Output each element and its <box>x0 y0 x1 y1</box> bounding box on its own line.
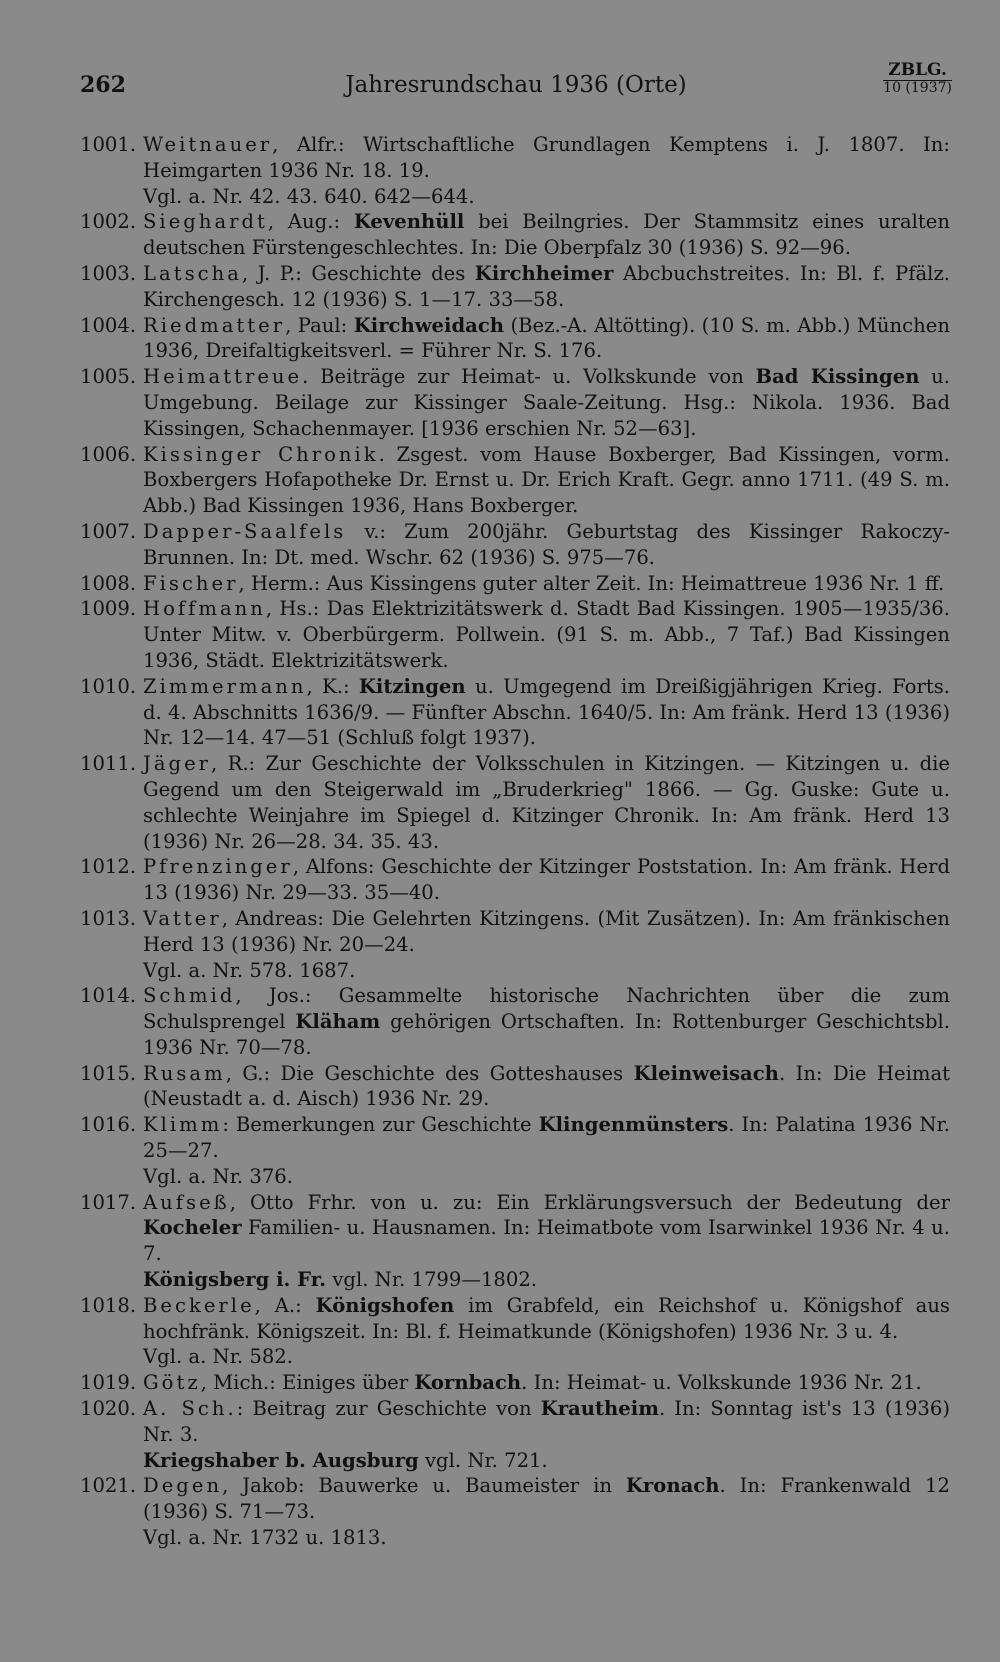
bibliography-entry <box>80 983 950 1060</box>
bibliography-entry <box>80 906 950 983</box>
place-name: Kläham <box>295 1010 381 1034</box>
bibliography-entry <box>80 751 950 854</box>
bibliography-entry <box>80 132 950 209</box>
entry-number: 1008. <box>80 571 137 595</box>
author-name: Heimattreue <box>143 365 303 389</box>
page-header <box>80 62 952 110</box>
author-name: Schmid <box>143 984 236 1008</box>
subheading-place: Kriegshaber b. Augsburg <box>143 1448 419 1472</box>
journal-reference <box>883 62 952 96</box>
bibliography-entry <box>80 1061 950 1113</box>
place-name: Kevenhüll <box>353 210 465 234</box>
entry-number: 1001. <box>80 133 137 156</box>
bibliography-entry <box>80 674 950 751</box>
entry-text: (Bez.-A. Altötting). (10 S. m. Abb.) München 1936, Dreifaltigkeitsverl. = Führer Nr. S. 176. <box>143 313 950 363</box>
bibliography-entry <box>80 1190 950 1293</box>
bibliography-entry <box>80 1370 950 1396</box>
entry-number: 1021. <box>80 1474 137 1498</box>
entry-text: , Paul: <box>285 313 354 337</box>
author-name: Weitnauer <box>143 133 273 156</box>
entry-text: u. Umgebung. Beilage zur Kissinger Saale-Zeitung. Hsg.: Nikola. 1936. Bad Kissingen, Schachenmayer. [1936 erschien Nr. 52—63]. <box>143 365 950 440</box>
author-name: Rusam <box>143 1061 226 1085</box>
bibliography-entry <box>80 1112 950 1189</box>
entry-text: , Jos.: Gesammelte historische Nachrichten über die zum Schulsprengel <box>143 984 950 1034</box>
bibliography-entry <box>80 571 950 597</box>
place-subheading <box>143 1448 950 1474</box>
place-name: Kornbach <box>414 1371 522 1395</box>
entry-number: 1002. <box>80 210 137 234</box>
place-name: Kirchheimer <box>474 261 614 285</box>
bibliography-entry <box>80 854 950 906</box>
entry-text: , Mich.: Einiges über <box>200 1371 415 1395</box>
entry-number: 1012. <box>80 855 137 879</box>
journal-abbrev: ZBLG. <box>883 62 952 81</box>
place-name: Klingenmünsters <box>538 1113 729 1137</box>
entry-text: Abcbuchstreites. In: Bl. f. Pfälz. Kirchengesch. 12 (1936) S. 1—17. 33—58. <box>143 261 950 311</box>
cross-reference: Vgl. a. Nr. 1732 u. 1813. <box>143 1526 387 1550</box>
bibliography-entry <box>80 261 950 313</box>
entry-text: , Aug.: <box>267 210 354 234</box>
entry-number: 1011. <box>80 752 137 776</box>
place-name: Kocheler <box>143 1216 242 1240</box>
author-name: A. Sch. <box>143 1397 237 1421</box>
author-name: Götz <box>143 1371 201 1395</box>
entry-text: . In: Heimat- u. Volkskunde 1936 Nr. 21. <box>521 1371 922 1395</box>
cross-reference: Vgl. a. Nr. 42. 43. 640. 642—644. <box>143 184 475 208</box>
entry-text: . In: Frankenwald 12 (1936) S. 71—73. <box>143 1474 950 1524</box>
place-subheading <box>143 1267 950 1293</box>
bibliography-entry <box>80 209 950 261</box>
entry-number: 1007. <box>80 519 137 543</box>
author-name: Beckerle <box>143 1293 255 1317</box>
bibliography-entry <box>80 364 950 441</box>
place-name: Kronach <box>625 1474 720 1498</box>
entry-text: . Zsgest. vom Hause Boxberger, Bad Kissingen, vorm. Boxbergers Hofapotheke Dr. Ernst u. Dr. Erich Kraft. Gegr. anno 1711. (49 S. m. Abb.) Bad Kissingen 1936, Hans Boxberger. <box>143 442 951 518</box>
entry-number: 1020. <box>80 1397 137 1421</box>
entry-text: Familien- u. Hausnamen. In: Heimatbote vom Isarwinkel 1936 Nr. 4 u. 7. <box>143 1216 950 1266</box>
entry-text: , Hs.: Das Elektrizitätswerk d. Stadt Bad Kissingen. 1905—1935/36. Unter Mitw. v. Oberbürgerm. Pollwein. (91 S. m. Abb., 7 Taf.) Bad Kissingen 1936, Städt. Elektrizitätswerk. <box>143 597 950 672</box>
entry-number: 1003. <box>80 261 137 285</box>
entry-text: , Alfr.: Wirtschaftliche Grundlagen Kemptens i. J. 1807. In: Heimgarten 1936 Nr. 18. 19. <box>143 133 950 182</box>
entry-number: 1013. <box>80 906 137 930</box>
place-name: Krautheim <box>540 1397 659 1421</box>
entry-text: bei Beilngries. Der Stammsitz eines uralten deutschen Fürstengeschlechtes. In: Die Oberpfalz 30 (1936) S. 92—96. <box>143 210 950 260</box>
author-name: Fischer <box>143 571 239 595</box>
entry-text: . In: Die Heimat (Neustadt a. d. Aisch) 1936 Nr. 29. <box>143 1061 951 1111</box>
entry-text: u. Umgegend im Dreißigjährigen Krieg. Forts. d. 4. Abschnitts 1636/9. — Fünfter Abschn. 1640/5. In: Am fränk. Herd 13 (1936) Nr. 12—14. 47—51 (Schluß folgt 1937). <box>143 674 950 750</box>
entry-text: , G.: Die Geschichte des Gotteshauses <box>225 1061 634 1085</box>
author-name: Sieghardt <box>143 210 268 234</box>
author-name: Pfrenzinger <box>143 855 293 879</box>
entry-number: 1010. <box>80 674 137 698</box>
entry-number: 1016. <box>80 1113 137 1137</box>
place-name: Kleinweisach <box>633 1061 779 1085</box>
entry-number: 1018. <box>80 1293 137 1317</box>
entry-text: , K.: <box>306 674 359 698</box>
entry-text: , Alfons: Geschichte der Kitzinger Poststation. In: Am fränk. Herd 13 (1936) Nr. 29—33. 35—40. <box>143 855 950 905</box>
cross-reference: Vgl. a. Nr. 376. <box>143 1164 293 1188</box>
entry-text: , Herm.: Aus Kissingens guter alter Zeit. In: Heimattreue 1936 Nr. 1 ff. <box>238 571 945 595</box>
entry-text: , Otto Frhr. von u. zu: Ein Erklärungsversuch der Bedeutung der <box>229 1190 950 1214</box>
entry-number: 1017. <box>80 1190 137 1214</box>
bibliography-entry <box>80 313 950 365</box>
cross-reference: Vgl. a. Nr. 578. 1687. <box>143 958 356 982</box>
bibliography-entries <box>80 132 950 1551</box>
entry-number: 1006. <box>80 442 137 466</box>
entry-text: , Andreas: Die Gelehrten Kitzingens. (Mit Zusätzen). In: Am fränkischen Herd 13 (1936) Nr. 20—24. <box>143 906 950 956</box>
entry-text: . In: Palatina 1936 Nr. 25—27. <box>143 1113 950 1163</box>
subheading-reference: vgl. Nr. 721. <box>418 1448 548 1472</box>
entry-number: 1015. <box>80 1061 137 1085</box>
page-number: 262 <box>80 72 126 98</box>
bibliography-entry <box>80 1473 950 1550</box>
entry-text: : Beitrag zur Geschichte von <box>236 1397 541 1421</box>
bibliography-entry <box>80 1293 950 1370</box>
cross-reference: Vgl. a. Nr. 582. <box>143 1345 293 1369</box>
entry-text: . Beiträge zur Heimat- u. Volkskunde von <box>302 365 756 389</box>
author-name: Zimmermann <box>143 674 307 698</box>
entry-text: , R.: Zur Geschichte der Volksschulen in Kitzingen. — Kitzingen u. die Gegend um den Steigerwald im „Bruderkrieg" 1866. — Gg. Guske: Gute u. schlechte Weinjahre im Spiegel d. Kitzinger Chronik. In: Am fränk. Herd 13 (1936) Nr. 26—28. 34. 35. 43. <box>143 752 950 853</box>
entry-number: 1004. <box>80 313 137 337</box>
author-name: Degen <box>143 1474 223 1498</box>
bibliography-entry <box>80 596 950 673</box>
place-name: Kitzingen <box>358 674 466 698</box>
entry-text: , J. P.: Geschichte des <box>241 261 475 285</box>
place-name: Bad Kissingen <box>755 365 920 389</box>
entry-text: : Bemerkungen zur Geschichte <box>222 1113 539 1137</box>
entry-number: 1009. <box>80 597 137 621</box>
entry-number: 1005. <box>80 365 137 389</box>
journal-volume: 10 (1937) <box>883 79 952 96</box>
author-name: Dapper-Saalfels <box>143 519 347 543</box>
place-name: Königshofen <box>315 1293 455 1317</box>
entry-text: im Grabfeld, ein Reichshof u. Königshof aus hochfränk. Königszeit. In: Bl. f. Heimatkunde (Königshofen) 1936 Nr. 3 u. 4. <box>143 1293 950 1343</box>
subheading-reference: vgl. Nr. 1799—1802. <box>326 1268 538 1292</box>
author-name: Riedmatter <box>143 313 286 337</box>
author-name: Jäger <box>143 752 212 776</box>
subheading-place: Königsberg i. Fr. <box>143 1268 327 1292</box>
author-name: Klimm <box>143 1113 223 1137</box>
entry-text: . In: Sonntag ist's 13 (1936) Nr. 3. <box>143 1397 950 1446</box>
running-title: Jahresrundschau 1936 (Orte) <box>345 72 687 98</box>
entry-number: 1019. <box>80 1371 137 1395</box>
author-name: Latscha <box>143 261 242 285</box>
bibliography-entry <box>80 442 950 519</box>
entry-text: gehörigen Ortschaften. In: Rottenburger Geschichtsbl. 1936 Nr. 70—78. <box>143 1010 951 1059</box>
author-name: Hoffmann <box>143 597 266 621</box>
entry-text: , A.: <box>254 1293 316 1317</box>
bibliography-entry <box>80 519 950 571</box>
author-name: Aufseß <box>143 1190 230 1214</box>
author-name: Vatter <box>143 906 222 930</box>
entry-text: , Jakob: Bauwerke u. Baumeister in <box>222 1474 626 1498</box>
place-name: Kirchweidach <box>353 313 505 337</box>
author-name: Kissinger Chronik <box>143 442 379 466</box>
entry-text: v.: Zum 200jähr. Geburtstag des Kissinger Rakoczy-Brunnen. In: Dt. med. Wschr. 62 (1936) S. 975—76. <box>143 519 950 569</box>
bibliography-entry <box>80 1396 950 1473</box>
entry-number: 1014. <box>80 984 137 1008</box>
